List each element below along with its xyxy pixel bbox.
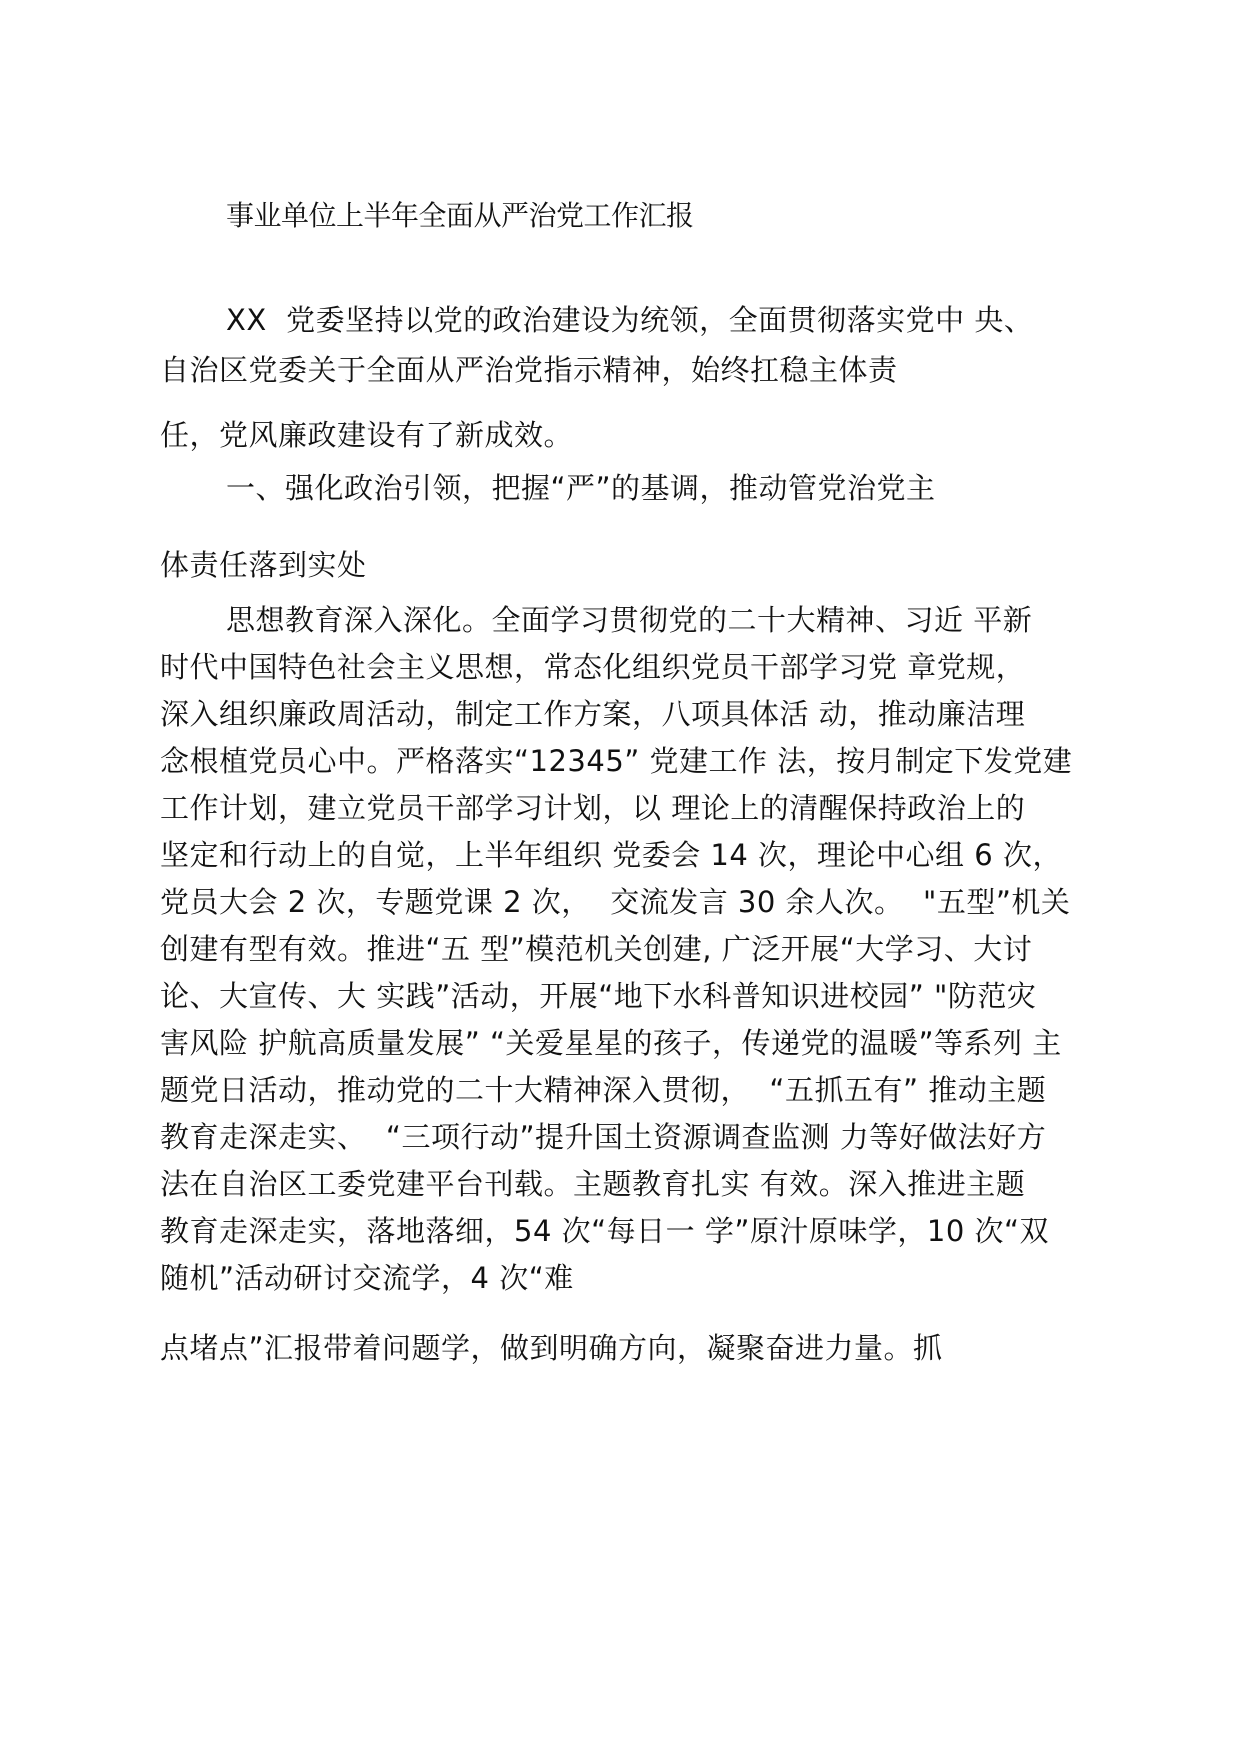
section-heading-line-1: 一、强化政治引领，把握“严”的基调，推动管党治党主 bbox=[226, 471, 936, 505]
body-line-12: 党员大会 2 次，专题党课 2 次， 交流发言 30 余人次。 "五型”机关 bbox=[160, 885, 1071, 919]
body-line-6: 思想教育深入深化。全面学习贯彻党的二十大精神、习近 平新 bbox=[226, 603, 1033, 637]
body-line-16: 题党日活动，推动党的二十大精神深入贯彻， “五抓五有” 推动主题 bbox=[160, 1073, 1047, 1107]
body-line-18: 法在自治区工委党建平台刊载。主题教育扎实 有效。深入推进主题 bbox=[160, 1167, 1026, 1201]
body-line-17: 教育走深走实、 “三项行动”提升国土资源调查监测 力等好做法好方 bbox=[160, 1120, 1047, 1154]
body-line-7: 时代中国特色社会主义思想，常态化组织党员干部学习党 章党规， bbox=[160, 650, 1026, 684]
body-line-8: 深入组织廉政周活动，制定工作方案，八项具体活 动，推动廉洁理 bbox=[160, 697, 1026, 731]
section-heading-line-2: 体责任落到实处 bbox=[160, 548, 367, 582]
body-line-11: 坚定和行动上的自觉，上半年组织 党委会 14 次，理论中心组 6 次， bbox=[160, 838, 1062, 872]
body-line-15: 害风险 护航高质量发展” “关爱星星的孩子，传递党的温暖”等系列 主 bbox=[160, 1026, 1062, 1060]
document-title: 事业单位上半年全面从严治党工作汇报 bbox=[226, 199, 694, 232]
body-line-20: 随机”活动研讨交流学，4 次“难 bbox=[160, 1261, 574, 1295]
body-line-21: 点堵点”汇报带着问题学，做到明确方向，凝聚奋进力量。抓 bbox=[160, 1331, 943, 1365]
body-line-13: 创建有型有效。推进“五 型”模范机关创建, 广泛开展“大学习、大讨 bbox=[160, 932, 1033, 966]
body-line-3: 任，党风廉政建设有了新成效。 bbox=[160, 418, 574, 452]
body-line-19: 教育走深走实，落地落细，54 次“每日一 学”原汁原味学，10 次“双 bbox=[160, 1214, 1050, 1248]
body-line-2: 自治区党委关于全面从严治党指示精神，始终扛稳主体责 bbox=[160, 353, 898, 387]
body-line-1: XX 党委坚持以党的政治建设为统领，全面贯彻落实党中 央、 bbox=[226, 303, 1034, 337]
body-line-9: 念根植党员心中。严格落实“12345” 党建工作 法，按月制定下发党建 bbox=[160, 744, 1073, 778]
body-line-10: 工作计划，建立党员干部学习计划，以 理论上的清醒保持政治上的 bbox=[160, 791, 1026, 825]
body-line-14: 论、大宣传、大 实践”活动，开展“地下水科普知识进校园” "防范灾 bbox=[160, 979, 1037, 1013]
